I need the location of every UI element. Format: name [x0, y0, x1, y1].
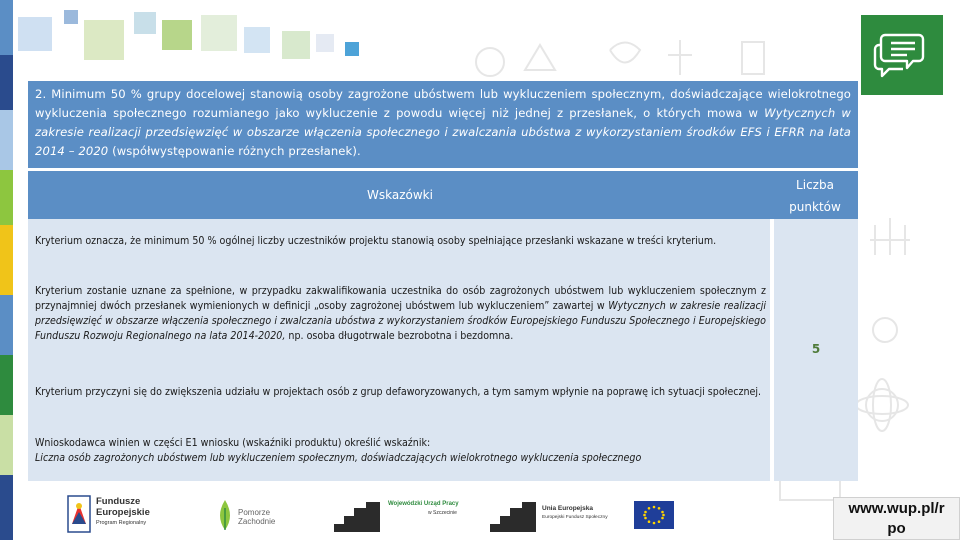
- header-text-start: 2. Minimum 50 % grupy docelowej stanowią osoby zagrożone ubóstwem lub wykluczeniem społecznym, doświadczające wielokrotnego wykluczenia społecznego rozumianego jako wykluczenie z powodu więcej niż jednej z przesłanek, o których mowa w: [35, 87, 851, 120]
- indicator-instruction: Wnioskodawca winien w części E1 wniosku (wskaźniki produktu) określić wskaźnik:: [35, 437, 431, 449]
- points-value: 5: [811, 342, 821, 356]
- logo3-line1: Wojewódzki Urząd Pracy: [388, 501, 459, 507]
- website-line2: po: [887, 520, 906, 537]
- points-cell: [774, 219, 858, 481]
- logo4-line2: Europejski Fundusz Społeczny: [542, 515, 608, 520]
- speech-bubbles-icon: [861, 15, 943, 95]
- logo3-line2: w Szczecinie: [428, 510, 457, 516]
- guideline-paragraph-2: [35, 284, 766, 344]
- fe-star-icon: [66, 494, 92, 534]
- pomorze-leaf-icon: [214, 496, 236, 532]
- p2-italic: Wytycznych w zakresie realizacji przedsięwzięć w obszarze włączenia społecznego i zwalczania ubóstwa z wykorzystaniem środków Europejskiego Funduszu Społecznego i Europejskiego Funduszu Rozwoju Regionalnego na lata 2014-2020,: [35, 300, 766, 342]
- logo2-line2: Zachodnie: [238, 517, 276, 526]
- p2-end: np. osoba długotrwale bezrobotna i bezdomna.: [285, 330, 514, 342]
- logo1-line2: Europejskie: [96, 507, 150, 518]
- stairs-icon-2: [490, 502, 536, 532]
- logo4-line1: Unia Europejska: [542, 505, 593, 512]
- stairs-icon: [334, 502, 380, 532]
- column-header-guidelines: [28, 171, 772, 219]
- guideline-paragraph-4: [35, 436, 766, 466]
- unia-europejska-logo: [542, 490, 682, 536]
- guidelines-label: Wskazówki: [367, 188, 433, 202]
- speech-bubbles-badge: [861, 15, 943, 95]
- p2-start: Kryterium zostanie uznane za spełnione, w przypadku zakwalifikowania uczestnika do osób zagrożonych ubóstwem lub wykluczeniem społecznym z przynajmniej dwóch przesłanek wymienionych w definicji „osoby zagrożonej ubóstwem lub wykluczeniem” zawartej w: [35, 285, 766, 312]
- points-label-line1: Liczba: [796, 178, 834, 192]
- criteria-table: [28, 171, 858, 481]
- guideline-paragraph-1: Kryterium oznacza, że minimum 50 % ogólnej liczby uczestników projektu stanowią osoby spełniające przesłanki wskazane w treści kryterium.: [35, 235, 717, 247]
- footer-logos: [60, 490, 700, 536]
- guidelines-cell: [28, 219, 772, 481]
- eu-flag-icon: [634, 501, 674, 529]
- fundusze-europejskie-logo: [66, 490, 166, 536]
- criterion-header: [28, 81, 858, 168]
- logo1-line1: Fundusze: [96, 496, 141, 507]
- logo2-line1: Pomorze: [238, 508, 271, 517]
- points-label-line2: punktów: [789, 200, 841, 214]
- guideline-paragraph-3: Kryterium przyczyni się do zwiększenia udziału w projektach osób z grup defaworyzowanych, a tym samym wpłynie na poprawę ich sytuacji społecznej.: [35, 386, 762, 398]
- website-line1: www.wup.pl/r: [848, 500, 945, 517]
- column-header-points: [772, 171, 858, 219]
- logo1-line3: Program Regionalny: [96, 520, 147, 526]
- pomorze-zachodnie-logo: [214, 490, 294, 536]
- header-text-italic: Wytycznych w zakresie realizacji przedsięwzięć w obszarze włączenia społecznego i zwalczania ubóstwa z wykorzystaniem środków EFS i EFRR na lata 2014 – 2020: [35, 106, 851, 158]
- indicator-name: Liczna osób zagrożonych ubóstwem lub wykluczeniem społecznym, doświadczających wielokrotnego wykluczenia społecznego: [35, 452, 642, 464]
- wup-logo: [388, 490, 488, 536]
- header-text-end: (współwystępowanie różnych przesłanek).: [108, 144, 361, 158]
- website-link[interactable]: [833, 497, 960, 540]
